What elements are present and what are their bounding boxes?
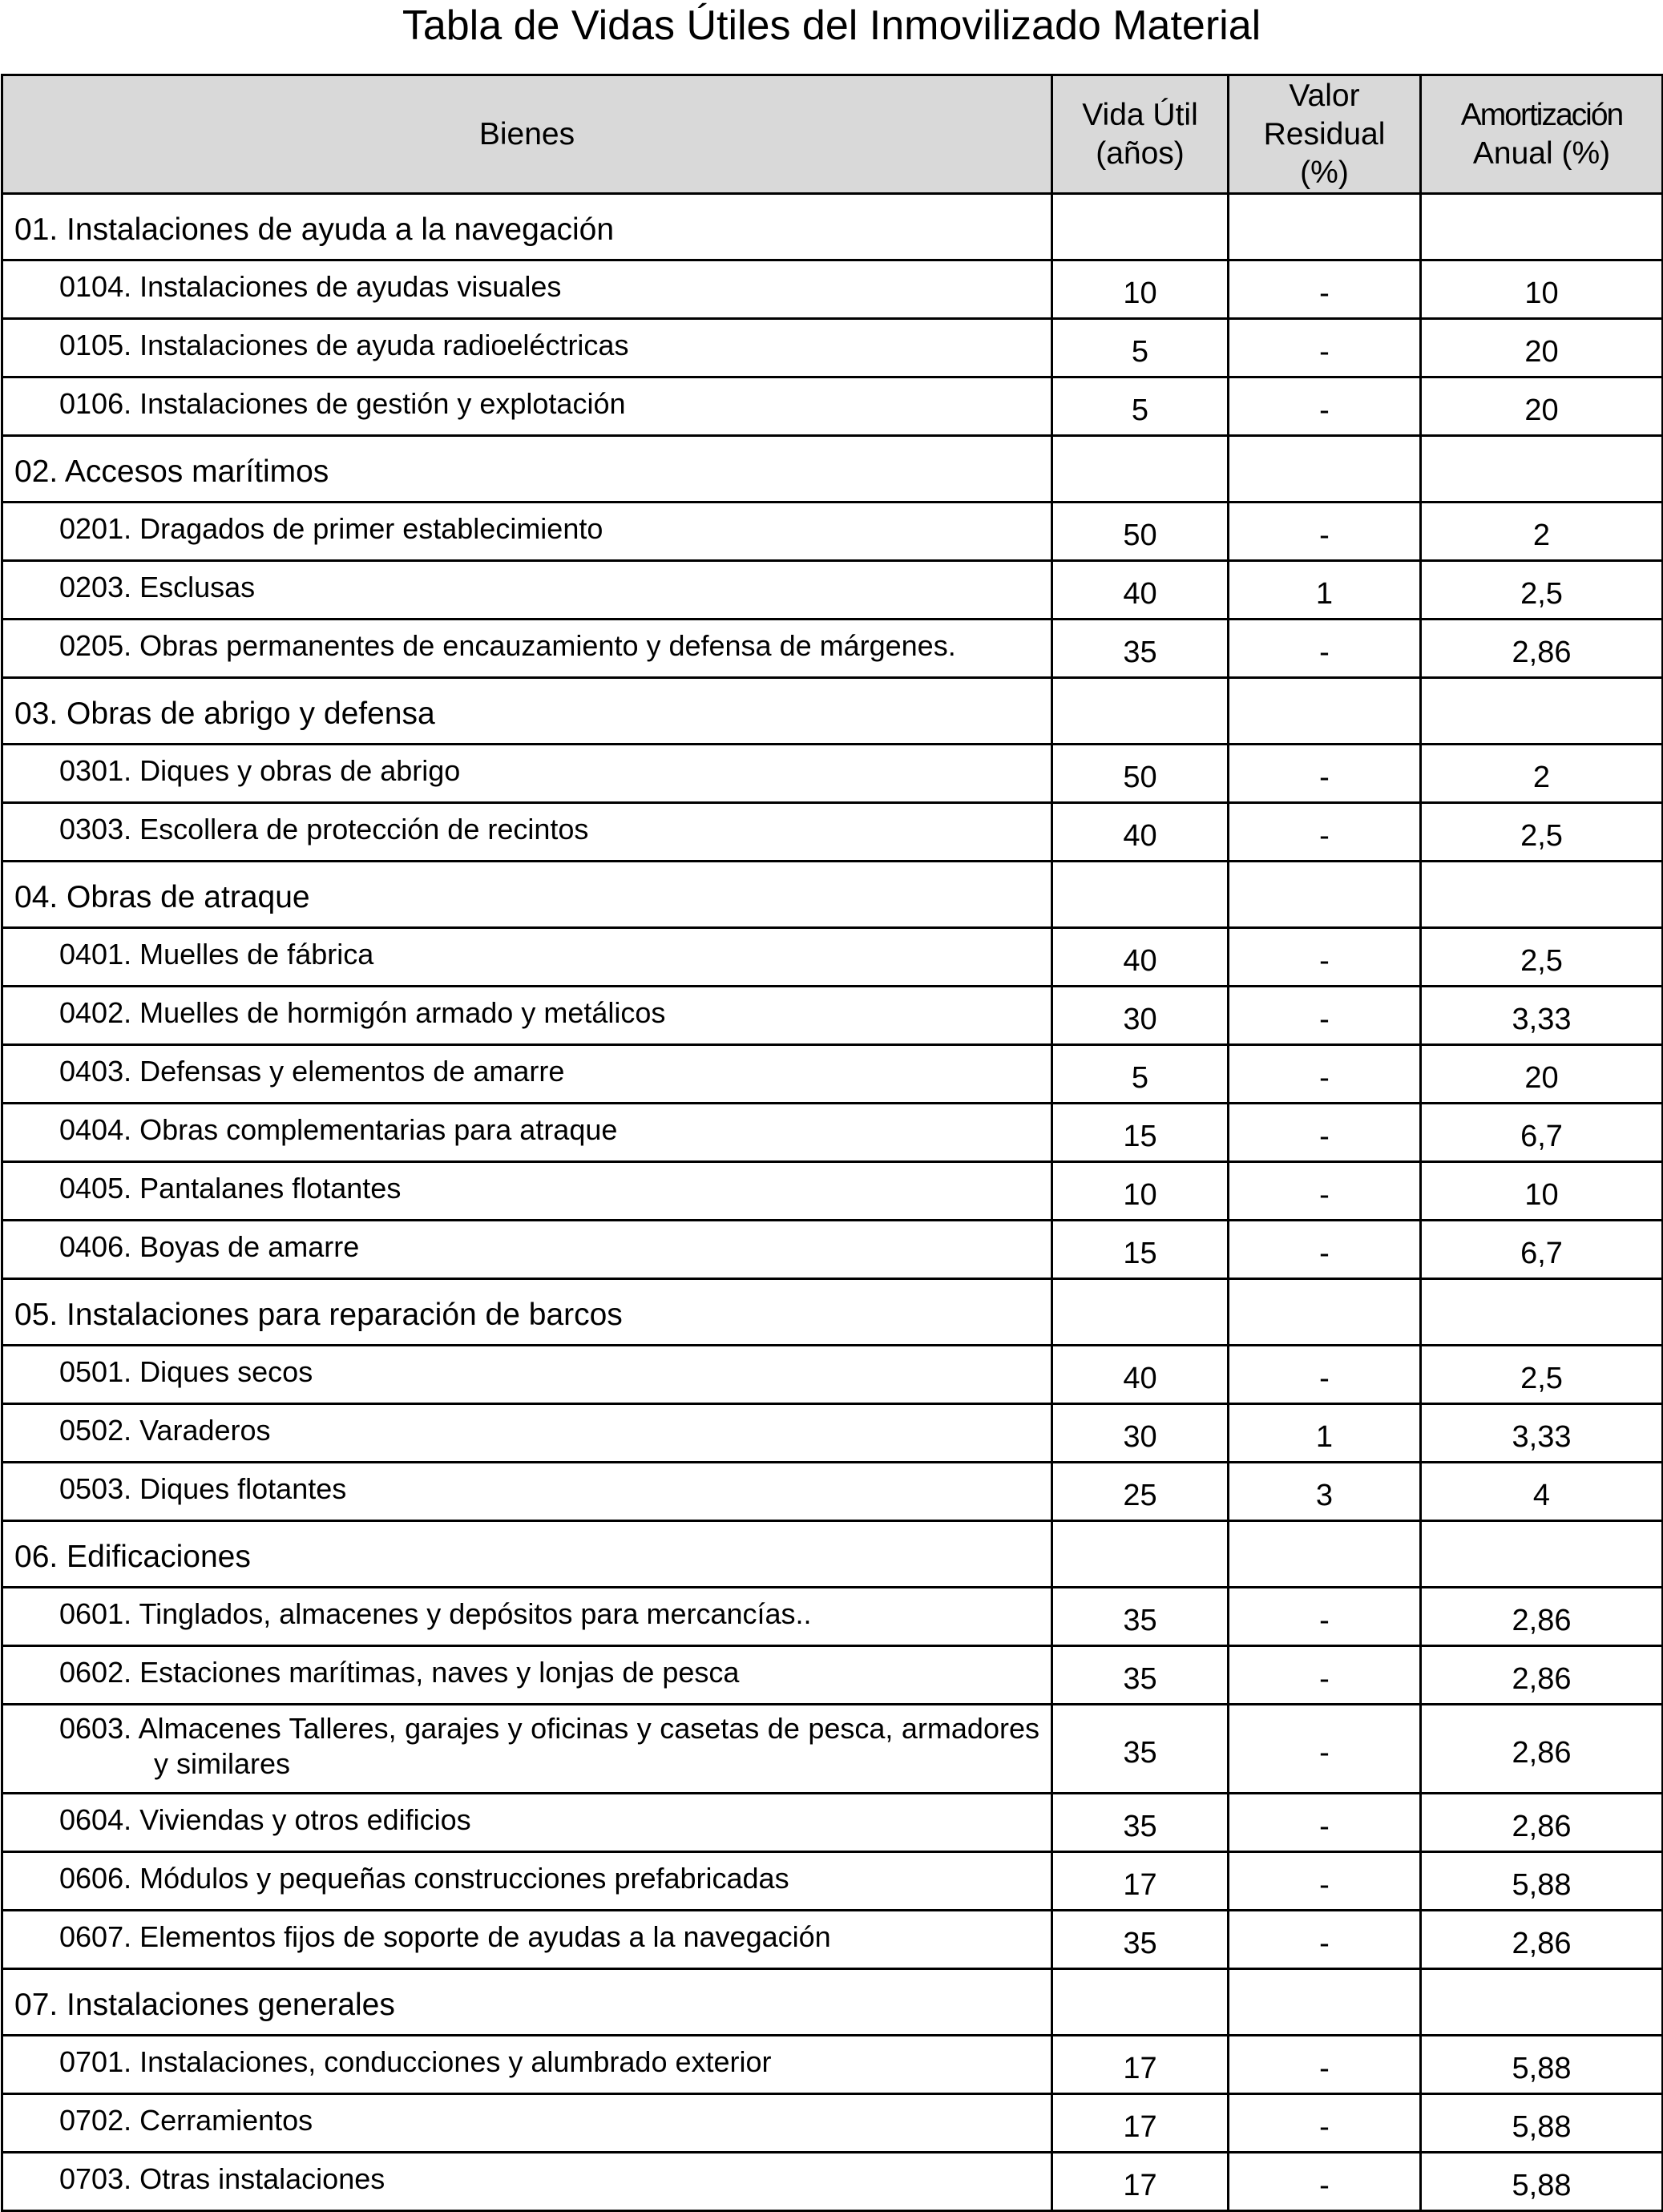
table-row [2,1104,1663,1162]
empty-cell [1229,1521,1421,1588]
header-valor-residual-line: Valor [1289,78,1360,113]
table-row [2,1705,1663,1794]
empty-cell [1052,862,1229,928]
amortizacion-cell: 6,7 [1421,1221,1663,1279]
vida-util-cell: 17 [1052,1852,1229,1911]
category-name: 06. Edificaciones [2,1521,1052,1588]
table-row [2,1588,1663,1646]
category-name: 02. Accesos marítimos [2,436,1052,503]
vida-util-cell: 30 [1052,987,1229,1045]
valor-residual-cell: 3 [1229,1463,1421,1521]
vida-util-cell: 5 [1052,319,1229,377]
category-row [2,1279,1663,1346]
category-name: 07. Instalaciones generales [2,1969,1052,2036]
amortizacion-cell: 2,5 [1421,561,1663,620]
vida-util-cell: 15 [1052,1221,1229,1279]
item-name [2,1705,1052,1794]
item-name: 0106. Instalaciones de gestión y explotación [2,377,1052,436]
amortizacion-cell: 2,86 [1421,1794,1663,1852]
category-row [2,194,1663,260]
header-vida-util [1052,75,1229,194]
table-row [2,745,1663,803]
vida-util-cell: 5 [1052,1045,1229,1104]
item-name: 0404. Obras complementarias para atraque [2,1104,1052,1162]
empty-cell [1052,194,1229,260]
item-name-text: 0603. Almacenes Talleres, garajes y oficinas y casetas de pesca, armadores y similares [59,1712,1039,1780]
table-row [2,2094,1663,2153]
header-vida-util-line: Vida Útil [1082,97,1198,132]
category-row [2,862,1663,928]
category-name: 03. Obras de abrigo y defensa [2,678,1052,745]
amortizacion-cell: 2,86 [1421,620,1663,678]
table-row [2,1646,1663,1705]
item-name: 0104. Instalaciones de ayudas visuales [2,260,1052,319]
empty-cell [1421,1521,1663,1588]
valor-residual-cell: - [1229,1646,1421,1705]
valor-residual-cell: - [1229,987,1421,1045]
header-amortizacion-line: Amortización [1460,97,1623,132]
amortizacion-cell: 2,86 [1421,1911,1663,1969]
vida-util-cell: 35 [1052,1705,1229,1794]
vida-util-cell: 40 [1052,1346,1229,1404]
vida-util-cell: 5 [1052,377,1229,436]
amortizacion-cell: 4 [1421,1463,1663,1521]
vida-util-cell: 40 [1052,561,1229,620]
item-name: 0703. Otras instalaciones [2,2153,1052,2211]
table-row [2,1404,1663,1463]
empty-cell [1229,678,1421,745]
vida-util-cell: 17 [1052,2094,1229,2153]
item-name: 0406. Boyas de amarre [2,1221,1052,1279]
amortizacion-cell: 2,86 [1421,1588,1663,1646]
header-amortizacion-line: Anual (%) [1472,135,1611,171]
vida-util-cell: 25 [1052,1463,1229,1521]
category-row [2,1521,1663,1588]
item-name: 0405. Pantalanes flotantes [2,1162,1052,1221]
table-row [2,1221,1663,1279]
item-name: 0701. Instalaciones, conducciones y alumbrado exterior [2,2036,1052,2094]
vida-util-cell: 17 [1052,2036,1229,2094]
empty-cell [1229,1279,1421,1346]
table-row [2,319,1663,377]
vida-util-cell: 50 [1052,745,1229,803]
amortizacion-cell: 10 [1421,1162,1663,1221]
vida-util-cell: 35 [1052,1794,1229,1852]
table-row [2,803,1663,862]
empty-cell [1052,1521,1229,1588]
vida-util-cell: 35 [1052,1646,1229,1705]
amortizacion-cell: 20 [1421,319,1663,377]
header-valor-residual-line: (%) [1300,155,1349,190]
amortizacion-cell: 10 [1421,260,1663,319]
table-row [2,928,1663,987]
amortizacion-cell: 2,86 [1421,1705,1663,1794]
table-row [2,1911,1663,1969]
item-name: 0401. Muelles de fábrica [2,928,1052,987]
amortizacion-cell: 2 [1421,503,1663,561]
valor-residual-cell: - [1229,1852,1421,1911]
category-row [2,436,1663,503]
table-row [2,1346,1663,1404]
table-row [2,377,1663,436]
category-name: 01. Instalaciones de ayuda a la navegación [2,194,1052,260]
table-row [2,1162,1663,1221]
amortizacion-cell: 20 [1421,377,1663,436]
empty-cell [1421,1279,1663,1346]
empty-cell [1229,194,1421,260]
vida-util-cell: 40 [1052,803,1229,862]
amortizacion-cell: 6,7 [1421,1104,1663,1162]
valor-residual-cell: - [1229,928,1421,987]
item-name: 0604. Viviendas y otros edificios [2,1794,1052,1852]
item-name: 0402. Muelles de hormigón armado y metálicos [2,987,1052,1045]
valor-residual-cell: - [1229,745,1421,803]
table-row [2,503,1663,561]
empty-cell [1052,436,1229,503]
amortizacion-cell: 2,5 [1421,1346,1663,1404]
empty-cell [1229,1969,1421,2036]
item-name: 0502. Varaderos [2,1404,1052,1463]
category-name: 05. Instalaciones para reparación de barcos [2,1279,1052,1346]
empty-cell [1421,436,1663,503]
page-title: Tabla de Vidas Útiles del Inmovilizado Material [402,2,1261,49]
table-row [2,1794,1663,1852]
empty-cell [1052,678,1229,745]
vida-util-cell: 10 [1052,1162,1229,1221]
table-row [2,260,1663,319]
empty-cell [1421,678,1663,745]
amortizacion-cell: 2,5 [1421,803,1663,862]
valor-residual-cell: - [1229,2036,1421,2094]
amortizacion-cell: 3,33 [1421,987,1663,1045]
valor-residual-cell: - [1229,1588,1421,1646]
valor-residual-cell: - [1229,377,1421,436]
header-valor-residual [1229,75,1421,194]
valor-residual-cell: - [1229,1162,1421,1221]
vida-util-cell: 10 [1052,260,1229,319]
valor-residual-cell: - [1229,1045,1421,1104]
category-name: 04. Obras de atraque [2,862,1052,928]
amortizacion-cell: 5,88 [1421,2094,1663,2153]
valor-residual-cell: 1 [1229,1404,1421,1463]
item-name: 0203. Esclusas [2,561,1052,620]
item-name: 0501. Diques secos [2,1346,1052,1404]
table-row [2,620,1663,678]
valor-residual-cell: - [1229,1911,1421,1969]
header-vida-util-line: (años) [1096,135,1185,171]
empty-cell [1229,862,1421,928]
valor-residual-cell: 1 [1229,561,1421,620]
item-name: 0602. Estaciones marítimas, naves y lonjas de pesca [2,1646,1052,1705]
amortizacion-cell: 2,86 [1421,1646,1663,1705]
valor-residual-cell: - [1229,319,1421,377]
empty-cell [1421,862,1663,928]
item-name: 0702. Cerramientos [2,2094,1052,2153]
valor-residual-cell: - [1229,1221,1421,1279]
table-row [2,1463,1663,1521]
item-name: 0601. Tinglados, almacenes y depósitos para mercancías.. [2,1588,1052,1646]
header-bienes: Bienes [2,75,1052,194]
category-row [2,1969,1663,2036]
table-row [2,987,1663,1045]
item-name: 0201. Dragados de primer establecimiento [2,503,1052,561]
valor-residual-cell: - [1229,803,1421,862]
vida-util-cell: 50 [1052,503,1229,561]
vida-util-cell: 35 [1052,620,1229,678]
amortizacion-cell: 5,88 [1421,1852,1663,1911]
item-name: 0301. Diques y obras de abrigo [2,745,1052,803]
valor-residual-cell: - [1229,1705,1421,1794]
amortizacion-cell: 3,33 [1421,1404,1663,1463]
valor-residual-cell: - [1229,1104,1421,1162]
empty-cell [1421,194,1663,260]
table-body [2,194,1663,2211]
vida-util-cell: 30 [1052,1404,1229,1463]
empty-cell [1052,1279,1229,1346]
vida-util-cell: 17 [1052,2153,1229,2211]
table-row [2,561,1663,620]
item-name: 0403. Defensas y elementos de amarre [2,1045,1052,1104]
item-name: 0503. Diques flotantes [2,1463,1052,1521]
amortizacion-cell: 5,88 [1421,2153,1663,2211]
empty-cell [1052,1969,1229,2036]
valor-residual-cell: - [1229,2153,1421,2211]
item-name: 0105. Instalaciones de ayuda radioeléctricas [2,319,1052,377]
item-name: 0303. Escollera de protección de recintos [2,803,1052,862]
amortizacion-cell: 2,5 [1421,928,1663,987]
table-row [2,2153,1663,2211]
vida-util-cell: 35 [1052,1911,1229,1969]
vidas-utiles-table [1,74,1663,2212]
item-name: 0607. Elementos fijos de soporte de ayudas a la navegación [2,1911,1052,1969]
vida-util-cell: 15 [1052,1104,1229,1162]
valor-residual-cell: - [1229,620,1421,678]
table-row [2,1852,1663,1911]
category-row [2,678,1663,745]
item-name: 0606. Módulos y pequeñas construcciones prefabricadas [2,1852,1052,1911]
valor-residual-cell: - [1229,260,1421,319]
valor-residual-cell: - [1229,1346,1421,1404]
vida-util-cell: 35 [1052,1588,1229,1646]
item-name: 0205. Obras permanentes de encauzamiento y defensa de márgenes. [2,620,1052,678]
empty-cell [1229,436,1421,503]
amortizacion-cell: 20 [1421,1045,1663,1104]
vida-util-cell: 40 [1052,928,1229,987]
amortizacion-cell: 5,88 [1421,2036,1663,2094]
empty-cell [1421,1969,1663,2036]
header-row [2,75,1663,194]
valor-residual-cell: - [1229,2094,1421,2153]
table-row [2,1045,1663,1104]
amortizacion-cell: 2 [1421,745,1663,803]
valor-residual-cell: - [1229,503,1421,561]
valor-residual-cell: - [1229,1794,1421,1852]
header-amortizacion [1421,75,1663,194]
table-row [2,2036,1663,2094]
header-valor-residual-line: Residual [1263,116,1386,151]
